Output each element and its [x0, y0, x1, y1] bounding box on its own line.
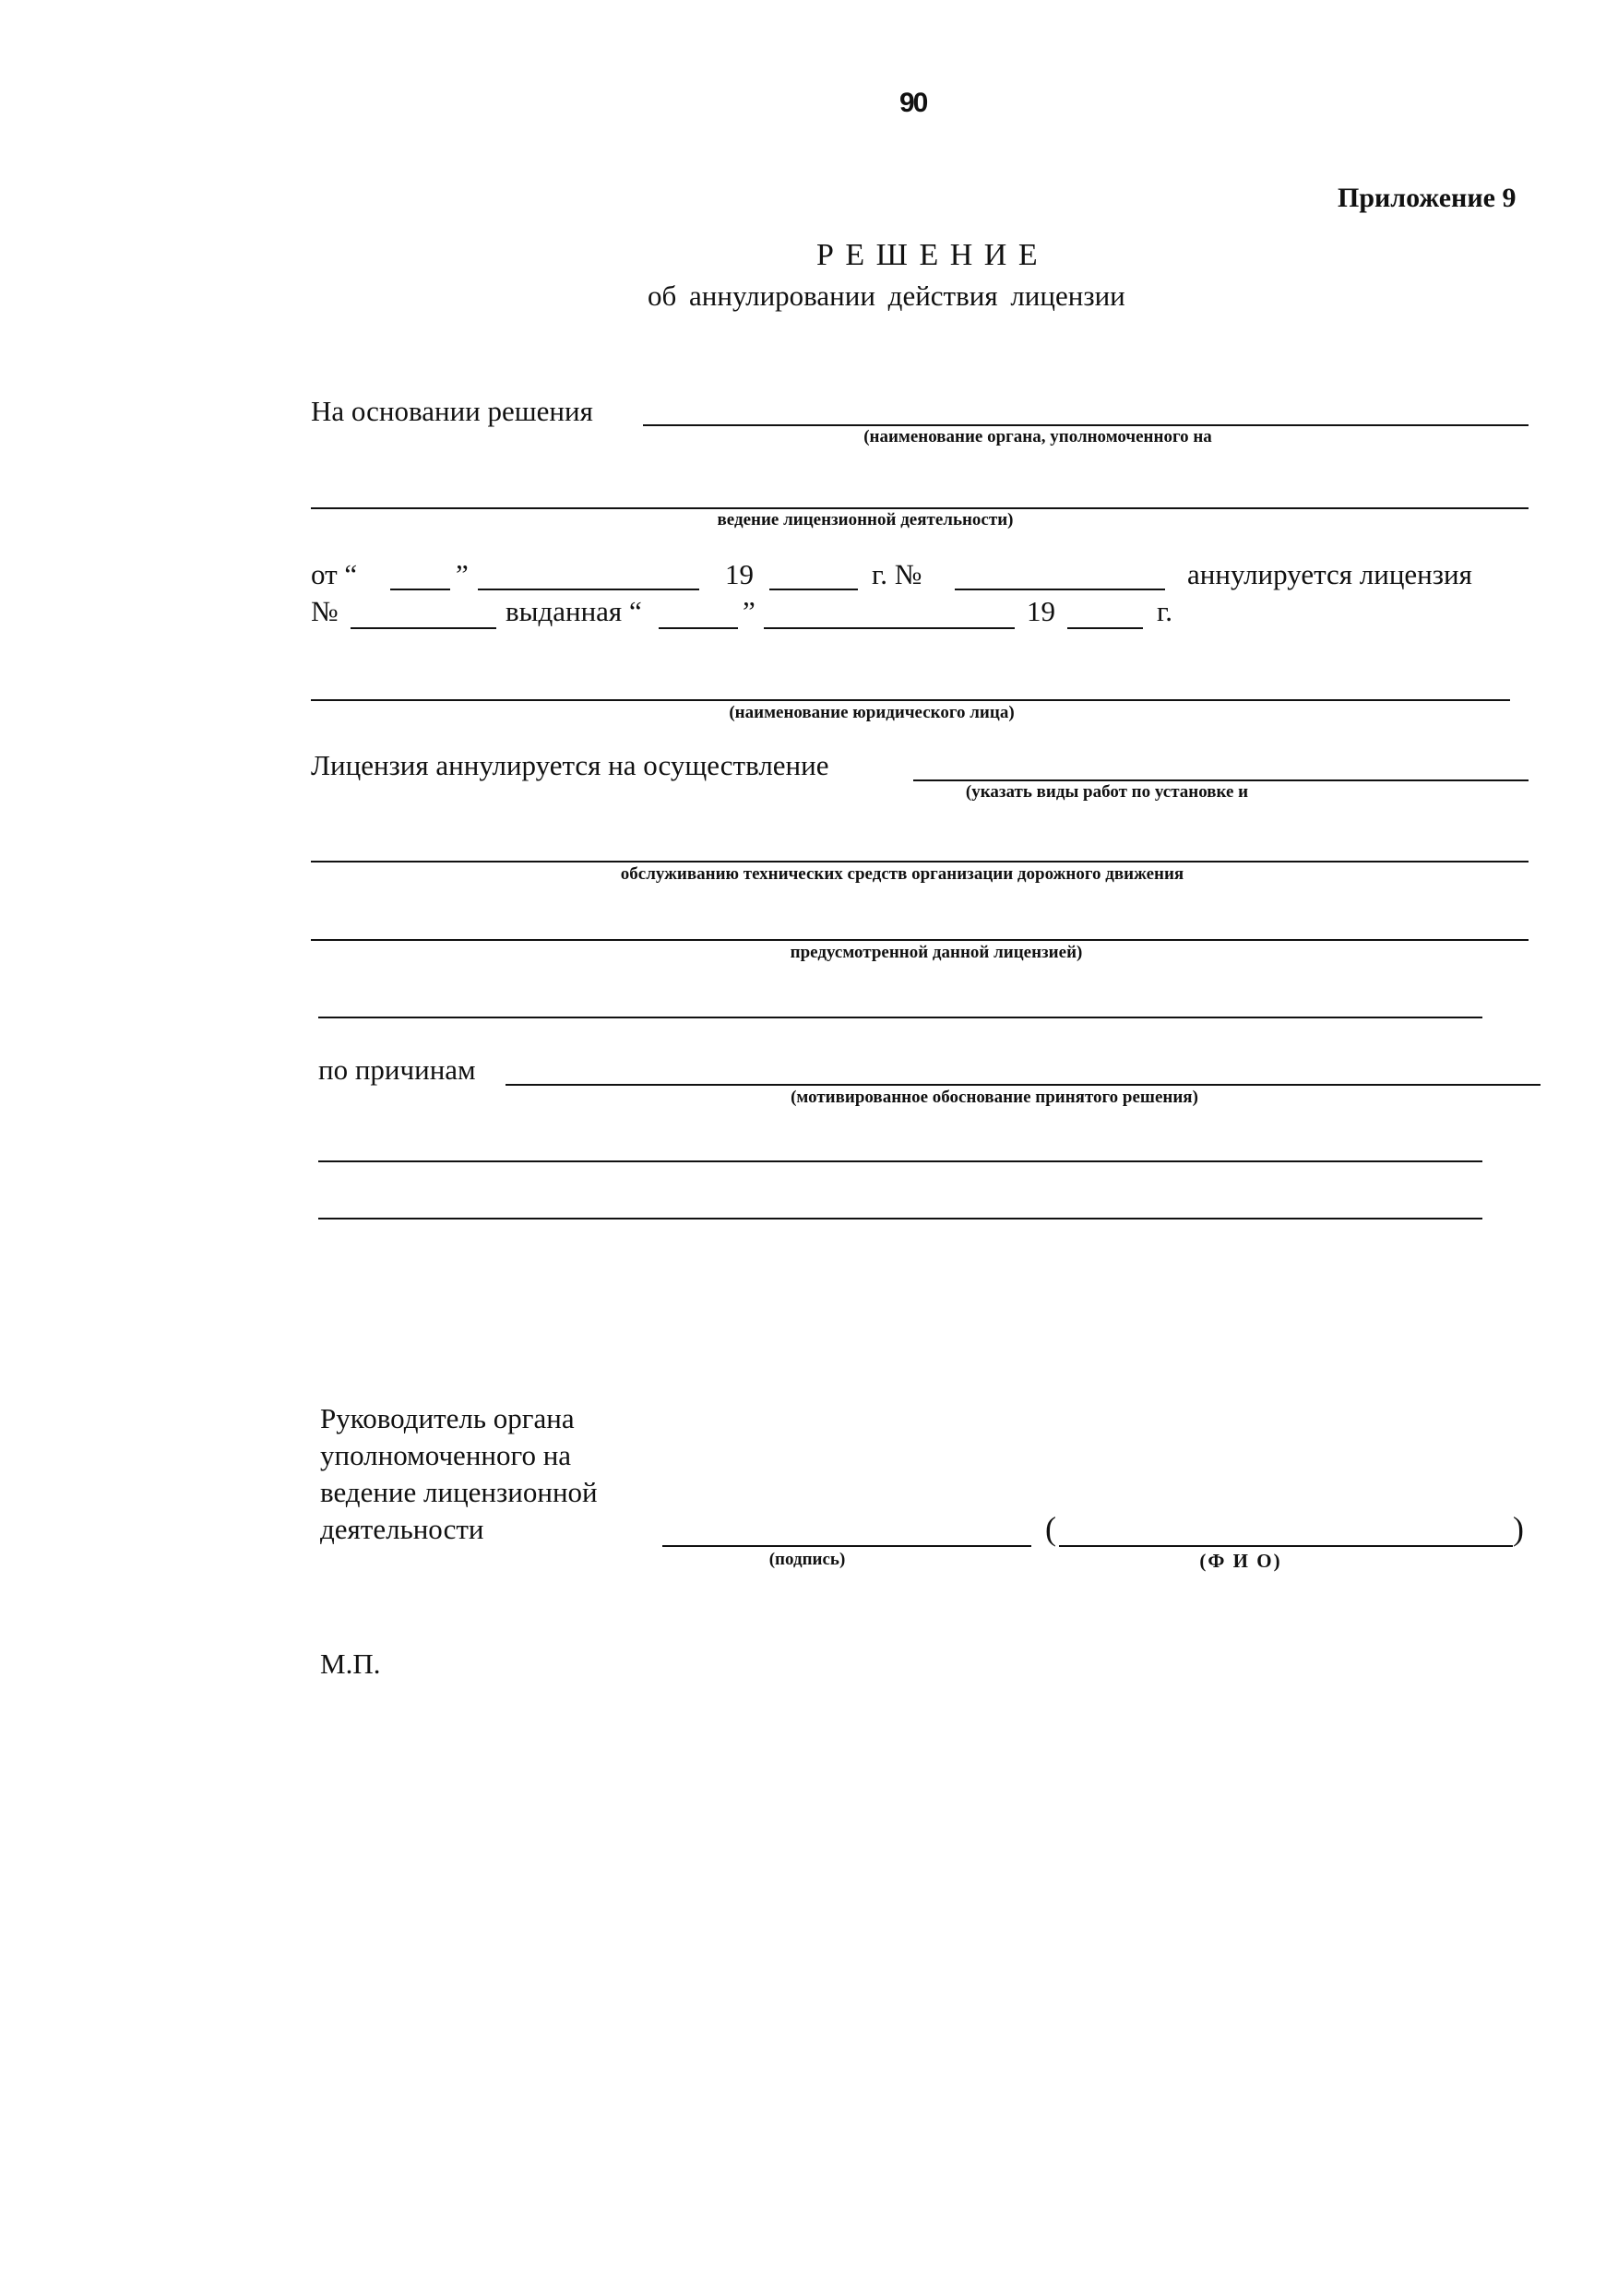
- license-number-field[interactable]: [351, 627, 496, 629]
- name-caption: (Ф И О): [1199, 1550, 1282, 1572]
- entity-caption: (наименование юридического лица): [729, 703, 1015, 722]
- annul-text: аннулируется лицензия: [1187, 558, 1472, 590]
- issued-close-quote: ”: [743, 595, 755, 627]
- activity-caption-3: предусмотренной данной лицензией): [790, 943, 1083, 962]
- page-number: 90: [899, 88, 927, 118]
- issued-label: выданная “: [506, 595, 642, 627]
- appendix-label: Приложение 9: [1338, 183, 1517, 213]
- basis-line-1[interactable]: [643, 424, 1529, 426]
- signer-role-line-4: деятельности: [320, 1513, 484, 1545]
- reasons-caption: (мотивированное обоснование принятого решения): [791, 1088, 1198, 1107]
- date-g-number: г. №: [872, 558, 922, 590]
- date-month-field[interactable]: [478, 589, 699, 590]
- date-year-prefix: 19: [725, 558, 754, 590]
- entity-name-line[interactable]: [311, 699, 1510, 701]
- activity-line-2[interactable]: [311, 861, 1529, 862]
- issued-year-field[interactable]: [1067, 627, 1143, 629]
- issued-day-field[interactable]: [659, 627, 738, 629]
- date-close-quote: ”: [456, 558, 469, 590]
- basis-caption-1: (наименование органа, уполномоченного на: [863, 427, 1212, 446]
- document-subtitle: об аннулировании действия лицензии: [648, 280, 1125, 312]
- license-no-sign: №: [311, 595, 339, 627]
- decision-number-field[interactable]: [955, 589, 1165, 590]
- signature-caption: (подпись): [768, 1550, 846, 1569]
- signature-line[interactable]: [662, 1545, 1031, 1547]
- date-day-field[interactable]: [390, 589, 450, 590]
- basis-label: На основании решения: [311, 395, 593, 427]
- activity-caption-2: обслуживанию технических средств организации дорожного движения: [620, 864, 1184, 884]
- signer-role-line-3: ведение лицензионной: [320, 1476, 598, 1508]
- basis-line-2[interactable]: [311, 507, 1529, 509]
- reasons-line-2[interactable]: [318, 1160, 1482, 1162]
- stamp-place: М.П.: [320, 1648, 381, 1680]
- issued-year-prefix: 19: [1027, 595, 1055, 627]
- activity-line-3[interactable]: [311, 939, 1529, 941]
- full-name-line[interactable]: [1059, 1545, 1513, 1547]
- reasons-line-3[interactable]: [318, 1218, 1482, 1219]
- issued-month-field[interactable]: [764, 627, 1015, 629]
- issued-g: г.: [1157, 595, 1172, 627]
- reasons-label: по причинам: [318, 1053, 476, 1086]
- basis-caption-2: ведение лицензионной деятельности): [717, 510, 1014, 529]
- reasons-line-1[interactable]: [506, 1084, 1541, 1086]
- signer-role-line-2: уполномоченного на: [320, 1439, 572, 1471]
- date-prefix: от “: [311, 558, 358, 590]
- document-title: Р Е Ш Е Н И Е: [816, 238, 1040, 272]
- signer-role-line-1: Руководитель органа: [320, 1402, 575, 1434]
- date-year-field[interactable]: [769, 589, 858, 590]
- name-close-paren: ): [1513, 1510, 1524, 1547]
- name-open-paren: (: [1045, 1510, 1056, 1547]
- activity-label: Лицензия аннулируется на осуществление: [311, 749, 829, 781]
- activity-line-1[interactable]: [913, 779, 1529, 781]
- activity-caption-1: (указать виды работ по установке и: [965, 782, 1249, 802]
- activity-line-4[interactable]: [318, 1017, 1482, 1018]
